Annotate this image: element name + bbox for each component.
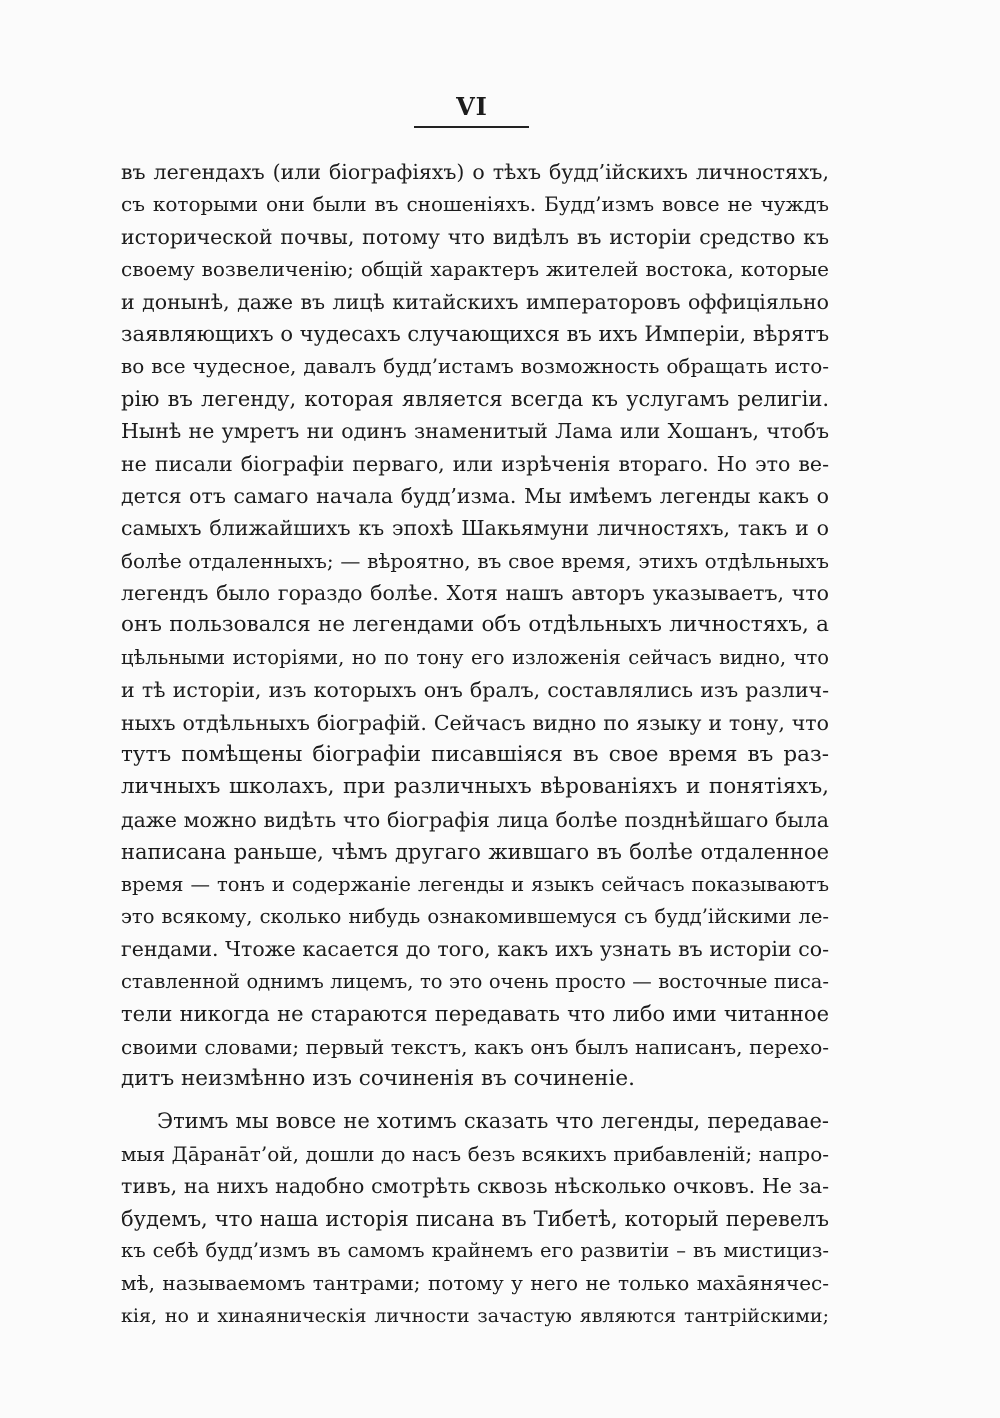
text-line: кія, но и хинаяническія личности зачастую являются тантрійскими; [121,1304,829,1327]
text-line: время — тонъ и содержаніе легенды и языкъ сейчасъ показываютъ [121,872,829,896]
paragraph-2 [121,1105,829,1332]
page-number: VI [456,92,488,121]
text-line: цѣльными исторіями, но по тону его изложенія сейчасъ видно, что [121,645,829,669]
text-line: даже можно видѣть что біографія лица болѣе позднѣйшаго была [121,807,829,832]
text-line: ныхъ отдѣльныхъ біографій. Сейчасъ видно по языку и тону, что [121,710,829,735]
text-line: написана раньше, чѣмъ другаго жившаго въ болѣе отдаленное [121,840,829,865]
text-line: рію въ легенду, которая является всегда къ услугамъ религіи. [121,386,829,411]
text-line: самыхъ ближайшихъ къ эпохѣ Шакьямуни личностяхъ, такъ и о [121,516,829,541]
text-line: своими словами; первый текстъ, какъ онъ былъ написанъ, перехо- [121,1034,829,1059]
text-line: исторической почвы, потому что видѣлъ въ исторіи средство къ [121,224,829,249]
text-line: легендъ было гораздо болѣе. Хотя нашъ авторъ указываетъ, что [121,581,829,606]
text-line: Нынѣ не умретъ ни одинъ знаменитый Лама или Хошанъ, чтобъ [121,419,829,444]
text-line: болѣе отдаленныхъ; — вѣроятно, въ свое время, этихъ отдѣльныхъ [121,548,829,573]
text-line: онъ пользовался не легендами объ отдѣльныхъ личностяхъ, а [121,612,829,638]
text-line: мѣ, называемомъ тантрами; потому у него не только махāянячес- [121,1271,829,1296]
text-line: дется отъ самаго начала будд’изма. Мы имѣемъ легенды какъ о [121,483,829,508]
header-rule [414,126,529,128]
text-line: мыя Дāранāт’ой, дошли до насъ безъ всякихъ прибавленій; напро- [121,1141,829,1166]
text-line: тутъ помѣщены біографіи писавшіяся въ свое время въ раз- [121,742,829,768]
text-line: съ которыми они были въ сношеніяхъ. Будд’измъ вовсе не чуждъ [121,192,829,217]
text-line: Этимъ мы вовсе не хотимъ сказать что легенды, передавае- [157,1109,829,1134]
text-line: заявляющихъ о чудесахъ случающихся въ ихъ Имперіи, вѣрятъ [121,321,829,346]
text-line: гендами. Чтоже касается до того, какъ ихъ узнать въ исторіи со- [121,937,829,962]
text-line: въ легендахъ (или біографіяхъ) о тѣхъ будд’ійскихъ личностяхъ, [121,160,829,184]
text-line: своему возвеличенію; общій характеръ жителей востока, которые [121,257,829,282]
text-line: будемъ, что наша исторія писана въ Тибетѣ, который перевелъ [121,1206,829,1231]
text-line: тивъ, на нихъ надобно смотрѣть сквозь нѣсколько очковъ. Не за- [121,1174,829,1199]
text-line: тели никогда не стараются передавать что либо ими читанное [121,1002,829,1027]
text-line: дитъ неизмѣнно изъ сочиненія въ сочиненіе. [121,1065,635,1091]
text-line: во все чудесное, давалъ будд’истамъ возможность обращать исто- [121,354,829,379]
text-line: не писали біографіи перваго, или изрѣченія втораго. Но это ве- [121,451,829,476]
paragraph-gap [121,1095,829,1105]
paragraph-1 [121,156,829,1095]
text-line: это всякому, сколько нибудь ознакомившемуся съ будд’ійскими ле- [121,904,829,928]
text-line: и тѣ исторіи, изъ которыхъ онъ бралъ, составлялись изъ различ- [121,678,829,703]
text-line: и донынѣ, даже въ лицѣ китайскихъ императоровъ оффиціяльно [121,289,829,314]
body-text [121,156,829,1332]
text-line: ставленной однимъ лицемъ, то это очень просто — восточные писа- [121,969,829,993]
text-line: къ себѣ будд’измъ въ самомъ крайнемъ его развитіи – въ мистициз- [121,1238,829,1262]
text-line: личныхъ школахъ, при различныхъ вѣрованіяхъ и понятіяхъ, [121,774,829,800]
